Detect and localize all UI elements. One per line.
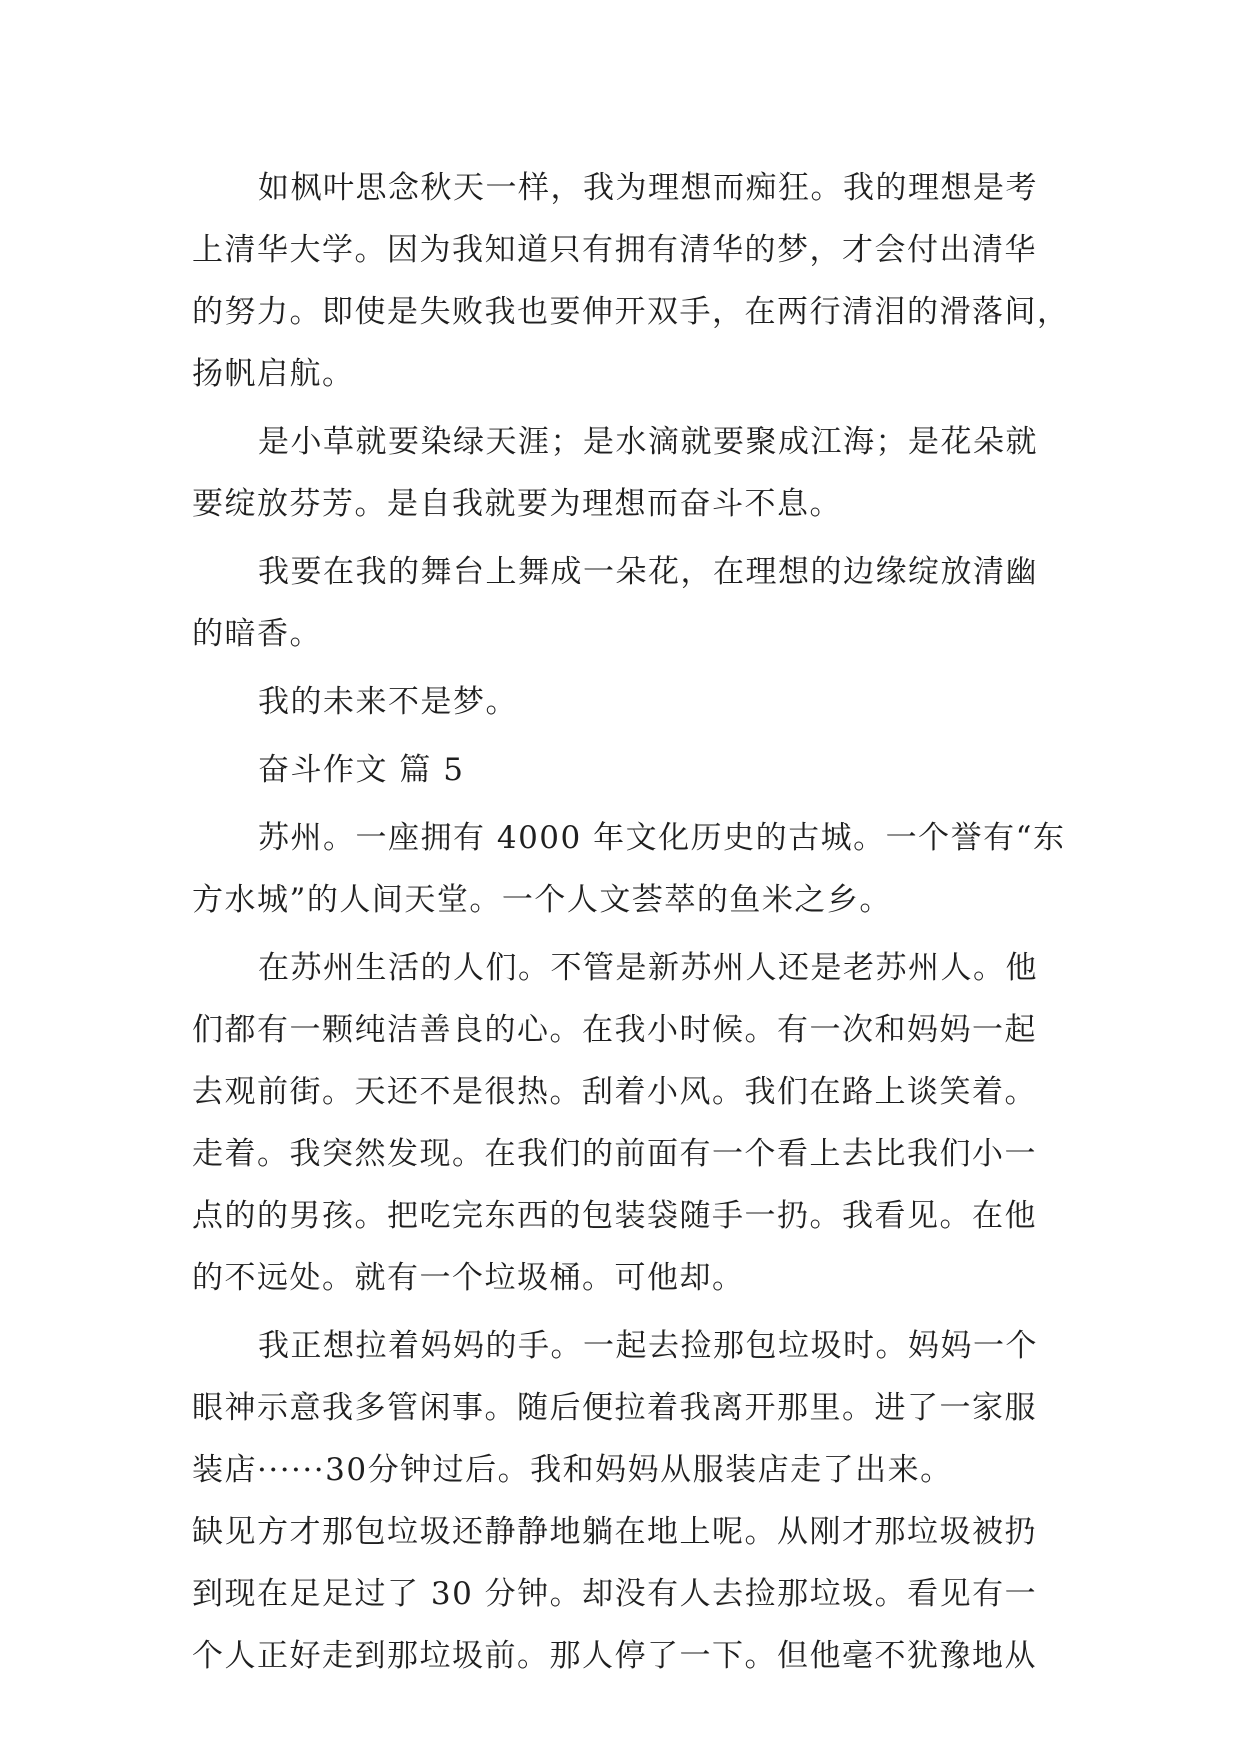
- paragraph-line: 要绽放芬芳。是自我就要为理想而奋斗不息。: [192, 486, 842, 522]
- paragraph-line: 的不远处。就有一个垃圾桶。可他却。: [192, 1260, 745, 1296]
- paragraph-line: 眼神示意我多管闲事。随后便拉着我离开那里。进了一家服: [192, 1390, 1037, 1426]
- paragraph-line: 们都有一颗纯洁善良的心。在我小时候。有一次和妈妈一起: [192, 1012, 1037, 1048]
- document-body: [192, 157, 1070, 1687]
- paragraph-line: 个人正好走到那垃圾前。那人停了一下。但他毫不犹豫地从: [192, 1638, 1037, 1674]
- paragraph-line: 走着。我突然发现。在我们的前面有一个看上去比我们小一: [192, 1136, 1037, 1172]
- paragraph-line: 到现在足足过了 30 分钟。却没有人去捡那垃圾。看见有一: [192, 1576, 1038, 1612]
- paragraph-line: 苏州。一座拥有 4000 年文化历史的古城。一个誉有“东: [258, 820, 1066, 856]
- paragraph-line: 点的的男孩。把吃完东西的包装袋随手一扔。我看见。在他: [192, 1198, 1037, 1234]
- paragraph-line: 方水城”的人间天堂。一个人文荟萃的鱼米之乡。: [192, 882, 892, 918]
- paragraph-line: 是小草就要染绿天涯；是水滴就要聚成江海；是花朵就: [258, 424, 1038, 460]
- paragraph-line: 我正想拉着妈妈的手。一起去捡那包垃圾时。妈妈一个: [258, 1328, 1038, 1364]
- paragraph-line: 扬帆启航。: [192, 356, 355, 392]
- paragraph-line: 如枫叶思念秋天一样，我为理想而痴狂。我的理想是考: [258, 170, 1038, 206]
- paragraph-line: 的暗香。: [192, 616, 322, 652]
- section-heading: 奋斗作文 篇 5: [258, 752, 465, 788]
- paragraph-line: 装店······30分钟过后。我和妈妈从服装店走了出来。: [192, 1452, 953, 1488]
- paragraph-line: 的努力。即使是失败我也要伸开双手，在两行清泪的滑落间，: [192, 294, 1070, 330]
- paragraph-line: 我的未来不是梦。: [258, 684, 518, 720]
- paragraph-line: 上清华大学。因为我知道只有拥有清华的梦，才会付出清华: [192, 232, 1037, 268]
- paragraph-line: 我要在我的舞台上舞成一朵花，在理想的边缘绽放清幽: [258, 554, 1038, 590]
- paragraph-line: 在苏州生活的人们。不管是新苏州人还是老苏州人。他: [258, 950, 1038, 986]
- paragraph-line: 去观前街。天还不是很热。刮着小风。我们在路上谈笑着。: [192, 1074, 1037, 1110]
- paragraph-line: 缺见方才那包垃圾还静静地躺在地上呢。从刚才那垃圾被扔: [192, 1514, 1037, 1550]
